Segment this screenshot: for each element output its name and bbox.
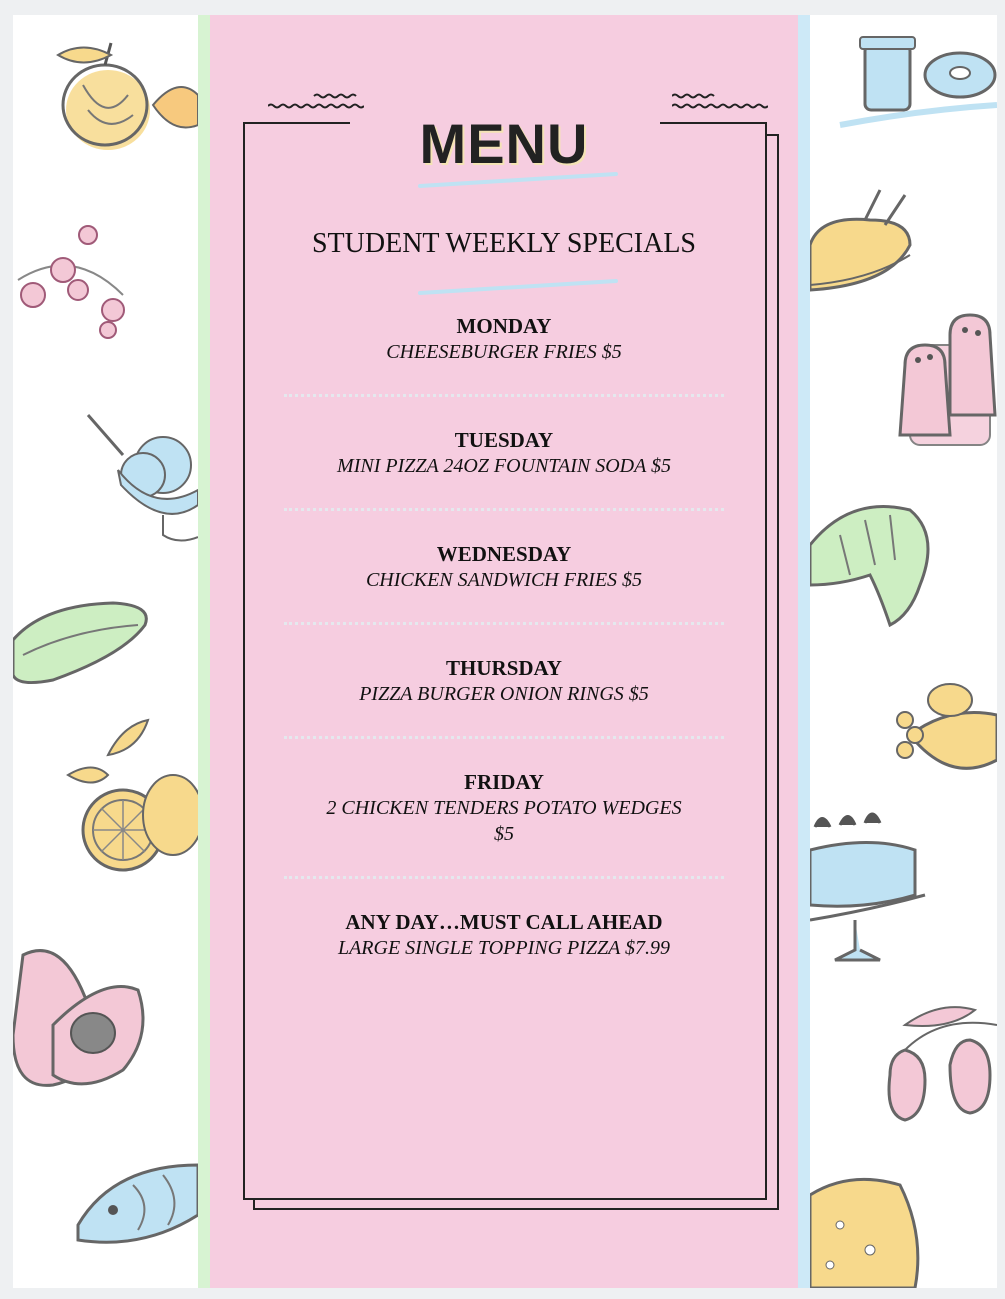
special-price: $5: [494, 823, 514, 845]
fish-icon: [78, 1165, 198, 1242]
ice-cream-icon: [88, 415, 198, 541]
special-description: LARGE SINGLE TOPPING PIZZA $7.99: [337, 937, 671, 959]
special-tuesday: [210, 427, 798, 479]
menu-panel: [210, 15, 798, 1288]
day-name: FRIDAY: [464, 770, 544, 794]
lemon-icon: [68, 720, 198, 870]
day-name: TUESDAY: [454, 428, 554, 452]
day-name: THURSDAY: [446, 656, 562, 680]
cheese-icon: [810, 1179, 918, 1288]
dotted-divider: [284, 394, 724, 397]
croissant-icon: [810, 507, 928, 625]
special-description: CHICKEN SANDWICH FRIES $5: [365, 569, 643, 591]
special-friday: [210, 769, 798, 847]
roast-chicken-icon: [810, 190, 910, 290]
fruit-bowl-icon: [897, 684, 997, 768]
right-accent-stripe: [798, 15, 810, 1288]
dotted-divider: [284, 876, 724, 879]
dotted-divider: [284, 508, 724, 511]
day-name: ANY DAY…MUST CALL AHEAD: [345, 910, 663, 934]
coffee-donut-icon: [840, 37, 997, 125]
menu-page: [13, 15, 997, 1288]
title-underline: [418, 170, 618, 190]
right-food-illustrations: [810, 15, 997, 1288]
salt-pepper-icon: [900, 315, 995, 445]
cake-icon: [810, 814, 925, 960]
left-accent-stripe: [198, 15, 210, 1288]
day-name: WEDNESDAY: [436, 542, 572, 566]
dotted-divider: [284, 736, 724, 739]
apple-icon: [58, 43, 150, 150]
special-description: PIZZA BURGER ONION RINGS $5: [359, 683, 649, 705]
menu-subtitle: STUDENT WEEKLY SPECIALS: [311, 228, 696, 259]
pears-icon: [889, 1007, 997, 1120]
special-wednesday: [210, 541, 798, 593]
special-description: CHEESEBURGER FRIES $5: [386, 341, 622, 363]
dotted-divider: [284, 622, 724, 625]
berries-branch-icon: [18, 226, 124, 338]
sandwich-icon: [13, 603, 146, 683]
menu-title: MENU: [419, 112, 589, 175]
day-name: MONDAY: [456, 314, 552, 338]
left-food-illustrations: [13, 15, 198, 1288]
avocado-icon: [13, 951, 143, 1086]
special-thursday: [210, 655, 798, 707]
special-any-day: [210, 909, 798, 961]
special-monday: [210, 313, 798, 365]
special-description: MINI PIZZA 24OZ FOUNTAIN SODA $5: [337, 455, 671, 477]
special-description: 2 CHICKEN TENDERS POTATO WEDGES: [326, 797, 682, 819]
specials-list: [210, 313, 798, 961]
orange-slice-icon: [153, 87, 198, 128]
subtitle-underline: [418, 277, 618, 297]
